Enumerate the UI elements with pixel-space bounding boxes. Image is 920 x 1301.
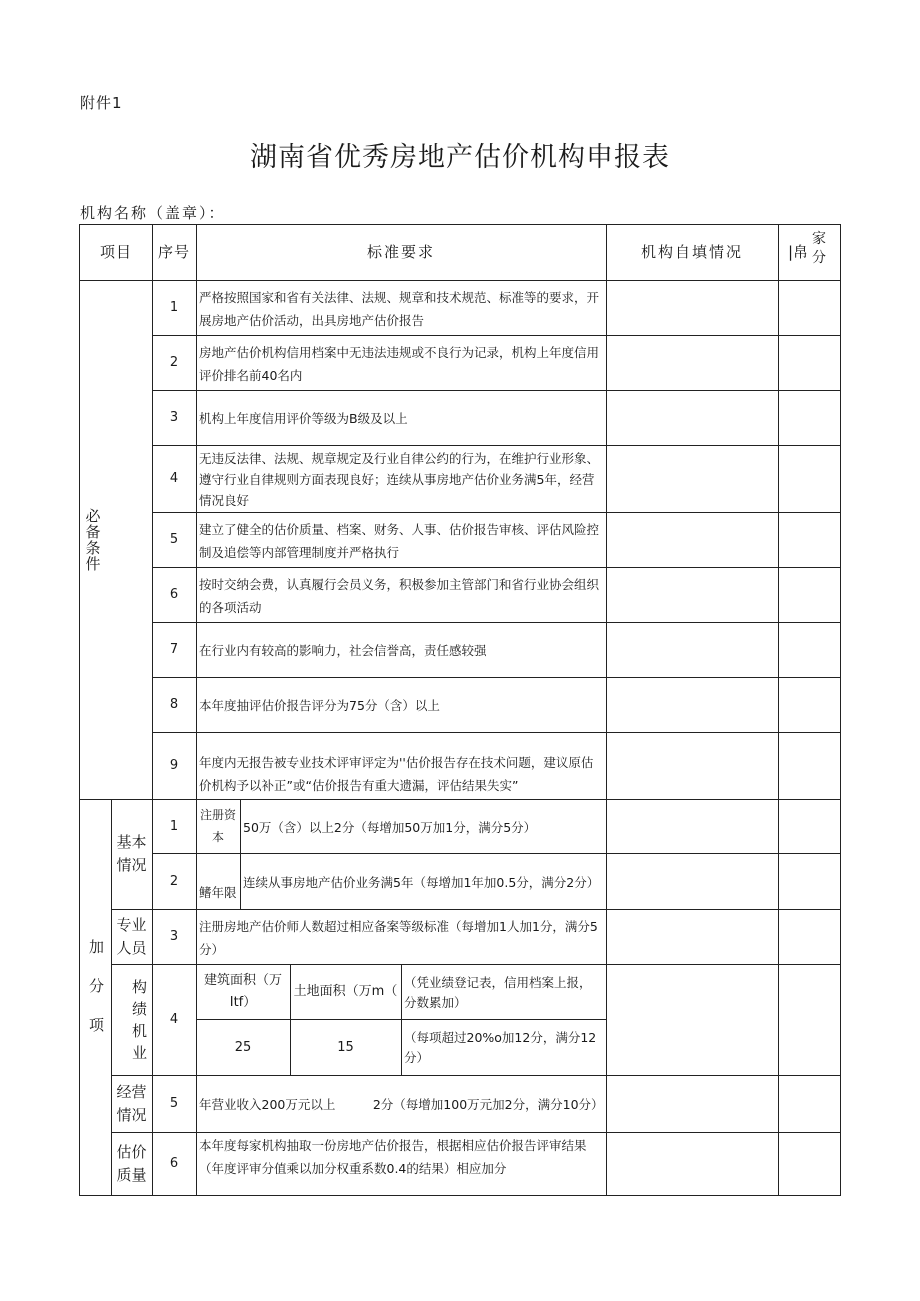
bonus-row-3-text: 注册房地产估价师人数超过相应备案等级标准（每增加1人加1分，满分5分） (199, 918, 598, 957)
org-name-label: 机构名称（盖章）： (80, 204, 226, 222)
bonus-row-4-no: 4 (169, 1012, 179, 1027)
building-area-head: 建筑面积（万Itf） (203, 972, 282, 1010)
group-basic-info: 基本情况 (116, 833, 147, 874)
page-title: 湖南省优秀房地产估价机构申报表 (250, 142, 670, 173)
attachment-label: 附件1 (80, 94, 123, 112)
bonus-row-5-text: 年营业收入200万元以上 2分（每增加100万元加2分，满分10分） (199, 1097, 604, 1112)
required-row-2-text: 房地产估价机构信用档案中无违法违规或不良行为记录，机构上年度信用评价排名前40名内 (199, 344, 600, 383)
group-operations: 经营情况 (116, 1082, 147, 1124)
performance-note-head: （凭业绩登记表，信用档案上报，分数累加） (404, 974, 592, 1010)
bonus-row-6-text: 本年度每家机构抽取一份房地产估价报告，根据相应估价报告评审结果（年度评审分值乘以加分权重系数0.4的结果）相应加分 (199, 1138, 587, 1176)
required-row-5-text: 建立了健全的估价质量、档案、财务、人事、估价报告审核、评估风险控制及追偿等内部管理制度并严格执行 (199, 521, 600, 560)
header-expert-score (778, 225, 840, 280)
bonus-row-2-sub: 鳍年限 (199, 885, 237, 900)
required-row-7-text: 在行业内有较高的影响力，社会信誉高，责任感较强 (199, 643, 487, 658)
land-area-head: 土地面积（万m（ (293, 984, 398, 999)
required-row-8-no: 8 (169, 697, 179, 712)
required-row-7-no: 7 (169, 642, 179, 657)
header-expert-b: 家 (812, 231, 826, 247)
required-row-2-no: 2 (169, 355, 179, 370)
header-seq: 序号 (157, 243, 190, 261)
bonus-row-2-text: 连续从事房地产估价业务满5年（每增加1年加0.5分，满分2分） (243, 874, 600, 890)
required-row-3-text: 机构上年度信用评价等级为B级及以上 (199, 411, 408, 426)
required-row-3-no: 3 (169, 410, 179, 425)
bonus-row-1-text: 50万（含）以上2分（每增加50万加1分，满分5分） (243, 819, 537, 835)
required-row-9-text: 年度内无报告被专业技术评审评定为''估价报告存在技术问题，建议原估价机构予以补正”或“估价报告有重大遗漏，评估结果失实” (199, 755, 594, 793)
header-item: 项目 (99, 243, 132, 261)
header-expert-a: |帛 (788, 243, 809, 261)
required-row-1-text: 严格按照国家和省有关法律、法规、规章和技术规范、标准等的要求，开展房地产估价活动，出具房地产估价报告 (199, 289, 600, 328)
bonus-row-6-no: 6 (169, 1156, 179, 1171)
bonus-row-1-no: 1 (169, 818, 179, 834)
required-row-9-no: 9 (169, 758, 179, 773)
header-expert-c: 分 (812, 250, 826, 266)
group-professionals: 专业人员 (116, 915, 147, 957)
required-conditions-label: 必备条件 (83, 507, 102, 572)
land-area-value: 15 (337, 1039, 354, 1055)
header-standard: 标准要求 (366, 243, 435, 261)
bonus-row-3-no: 3 (169, 929, 179, 944)
group-quality: 估价质量 (116, 1142, 147, 1184)
bonus-row-1-sub: 注册资本 (199, 808, 236, 844)
required-row-1-no: 1 (169, 300, 179, 315)
required-row-6-text: 按时交纳会费，认真履行会员义务，积极参加主管部门和省行业协会组织的各项活动 (199, 576, 600, 615)
required-row-8-text: 本年度抽评估价报告评分为75分（含）以上 (199, 698, 440, 713)
application-table (79, 224, 841, 1196)
required-row-4-no: 4 (169, 471, 179, 486)
required-row-5-no: 5 (169, 532, 179, 547)
required-row-4-text: 无违反法律、法规、规章规定及行业自律公约的行为，在维护行业形象、遵守行业自律规则方面表现良好；连续从事房地产估价业务满5年，经营情况良好 (199, 451, 600, 508)
bonus-items-label: 加分项 (87, 938, 105, 1056)
building-area-value: 25 (234, 1039, 252, 1055)
header-self-fill: 机构自填情况 (640, 243, 743, 261)
group-performance: 构绩机业 (131, 977, 147, 1062)
required-row-6-no: 6 (169, 587, 179, 602)
bonus-row-2-no: 2 (169, 873, 179, 889)
performance-note-value: （每项超过20%o加12分，满分12分） (404, 1030, 597, 1065)
bonus-row-5-no: 5 (169, 1096, 179, 1111)
